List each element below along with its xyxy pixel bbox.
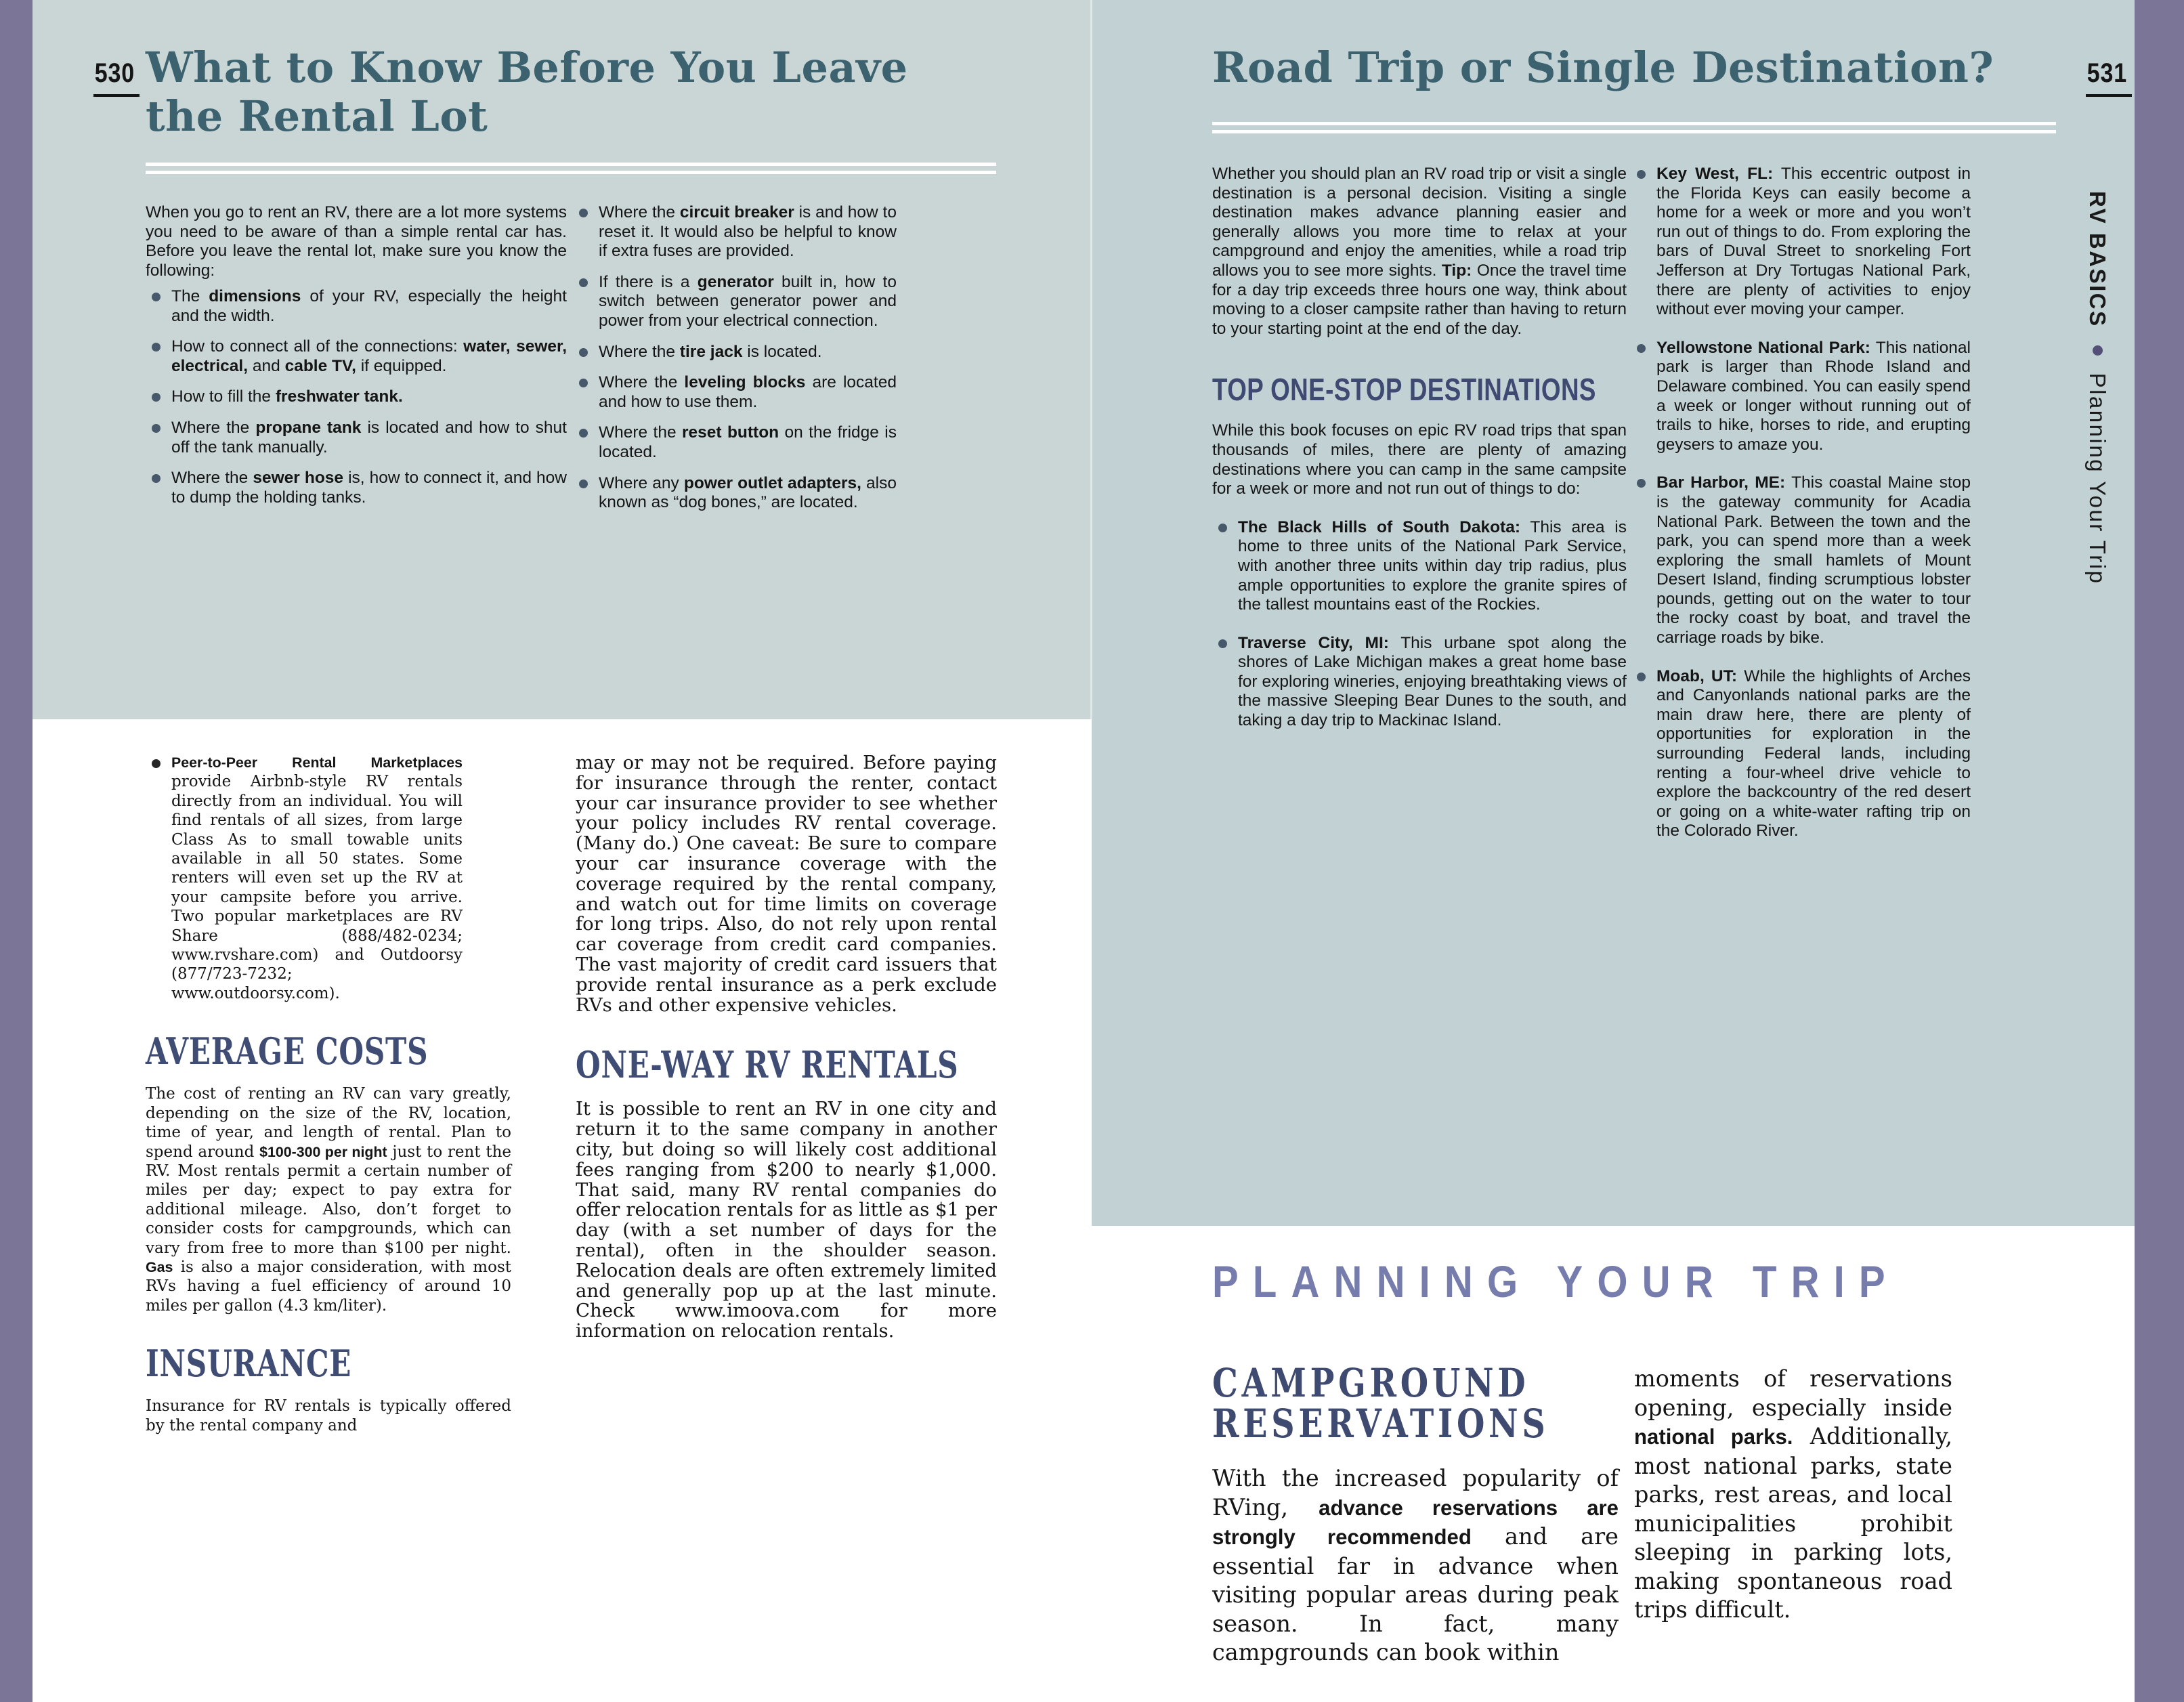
- separator-dot-icon: [2093, 345, 2103, 356]
- bullet-icon: [579, 379, 588, 387]
- left-page-title-line1: What to Know Before You Leave: [146, 43, 908, 92]
- left-bullet-list-col2: [573, 203, 897, 513]
- bullet-icon: [579, 278, 588, 287]
- left-page-title: [146, 43, 908, 141]
- left-page-title-line2: the Rental Lot: [146, 91, 488, 141]
- bullet-icon: [579, 429, 588, 438]
- left-intro-paragraph: When you go to rent an RV, there are a lot more systems you need to be aware of than a simple rental car has. Before you leave the rental lot, make sure you know the following:: [146, 203, 567, 280]
- left-page-edge-band: [0, 0, 33, 1702]
- bullet-icon: [1218, 639, 1227, 648]
- campground-paragraph-col2: moments of reservations opening, especially inside national parks. Additionally, most national parks, state parks, rest areas, and local municipalities prohibit sleeping in parking lots, making spontaneous road trips difficult.: [1634, 1365, 1953, 1623]
- list-item: Where the tire jack is located.: [573, 343, 897, 362]
- list-item: Where the circuit breaker is and how to reset it. It would also be helpful to know if extra fuses are provided.: [573, 203, 897, 261]
- list-item: Where any power outlet adapters, also known as “dog bones,” are located.: [573, 474, 897, 513]
- list-item: Peer-to-Peer Rental Marketplaces provide Airbnb-style RV rentals directly from an individual. You will find rentals of all sizes, from large Class As to small towable units available in all 50 states. Some renters will even set up the RV at your campsite before you arrive. Two popular marketplaces are RV Share (888/482-0234; www.rvshare.com) and Outdoorsy (877/723-7232; www.outdoorsy.com).: [146, 753, 511, 1003]
- bullet-icon: [152, 424, 160, 433]
- bullet-icon: [579, 480, 588, 488]
- planning-your-trip-heading: PLANNING YOUR TRIP: [1212, 1256, 1900, 1306]
- page-number-right: 531: [2086, 58, 2132, 97]
- campground-heading-line2: RESERVATIONS: [1212, 1401, 1549, 1447]
- right-bottom-column2: [1634, 1365, 1952, 1625]
- insurance-paragraph-col2: may or may not be required. Before paying for insurance through the renter, contact your car insurance provider to see whether your policy includes RV rental coverage. (Many do.) One caveat: Be sure to compare your car insurance coverage with the coverage required by the rental company, and watch out for time limits on coverage for long trips. Also, do not rely upon rental car coverage from credit card companies. The vast majority of credit card issuers that provide rental insurance as a perk exclude RVs and other expensive vehicles.: [576, 752, 997, 1016]
- bullet-icon: [1637, 673, 1646, 681]
- bullet-icon: [152, 474, 160, 483]
- bullet-icon: [152, 293, 160, 301]
- bullet-icon: [579, 209, 588, 217]
- list-item: Where the sewer hose is, how to connect it, and how to dump the holding tanks.: [146, 469, 567, 507]
- left-title-double-rule: [146, 163, 996, 174]
- list-item: The dimensions of your RV, especially the height and the width.: [146, 287, 567, 326]
- list-item: Traverse City, MI: This urbane spot along the shores of Lake Michigan makes a great home base for exploring wineries, enjoying breathtaking views of the massive Sleeping Bear Dunes to the south, and taking a day trip to Mackinac Island.: [1212, 634, 1627, 731]
- top-one-stop-paragraph: While this book focuses on epic RV road trips that span thousands of miles, there are plenty of amazing destinations where you can camp in the same campsite for a week or more and not run out of things to do:: [1212, 421, 1627, 498]
- right-teal-column2: [1631, 165, 1971, 841]
- right-bottom-column1: [1212, 1360, 1619, 1667]
- one-way-rentals-heading: ONE-WAY RV RENTALS: [576, 1043, 959, 1087]
- left-white-column1: [146, 753, 511, 1435]
- list-item: Bar Harbor, ME: This coastal Maine stop is the gateway community for Acadia National Park. Between the town and the park, you can spend more than a week exploring the small hamlets of Mount Desert Island, finding scrumptious lobster pounds, getting out on the water to tour the rocky coast by boat, and travel the carriage roads by bike.: [1631, 473, 1971, 647]
- list-item: The Black Hills of South Dakota: This area is home to three units of the National Park Service, with another three units within day trip radius, plus ample opportunities to explore the granite spires of the tallest mountains east of the Rockies.: [1212, 518, 1627, 615]
- sidebar-chapter-label: RV BASICS: [2085, 191, 2110, 328]
- list-item: Where the leveling blocks are located and how to use them.: [573, 373, 897, 412]
- insurance-heading: INSURANCE: [146, 1342, 352, 1386]
- right-teal-column1: [1212, 165, 1627, 731]
- list-item: How to fill the freshwater tank.: [146, 387, 567, 407]
- right-page-edge-band: [2135, 0, 2184, 1702]
- page-number-left: 530: [93, 58, 140, 97]
- insurance-paragraph-col1: Insurance for RV rentals is typically offered by the rental company and: [146, 1397, 511, 1434]
- average-costs-paragraph: The cost of renting an RV can vary greatly, depending on the size of the RV, location, time of year, and length of rental. Plan to spend around $100-300 per night just to rent the RV. Most rentals permit a certain number of miles per day; expect to pay extra for additional mileage. Also, don’t forget to consider costs for campgrounds, which can vary from free to more than $100 per night. Gas is also a major consideration, with most RVs having a fuel efficiency of around 10 miles per gallon (4.3 km/liter).: [146, 1085, 511, 1315]
- list-item: If there is a generator built in, how to switch between generator power and power from your electrical connection.: [573, 273, 897, 331]
- right-intro-paragraph: Whether you should plan an RV road trip or visit a single destination is a personal decision. Visiting a single destination makes advance planning easier and generally allows you more time to relax at your campground and enjoy the amenities, while a road trip allows you to see more sights. Tip: Once the travel time for a day trip exceeds three hours one way, think about moving to a closer campsite rather than having to return to your starting point at the end of the day.: [1212, 165, 1627, 338]
- list-item: Moab, UT: While the highlights of Arches and Canyonlands national parks are the main draw here, there are plenty of opportunities for exploration in the surrounding Federal lands, including renting a four-wheel drive vehicle to explore the backcountry of the red desert or going on a white-water rafting trip on the Colorado River.: [1631, 667, 1971, 841]
- right-title-double-rule: [1212, 122, 2056, 133]
- bullet-icon: [579, 348, 588, 357]
- page-gutter-seam: [1090, 0, 1092, 719]
- list-item: Where the reset button on the fridge is located.: [573, 423, 897, 462]
- campground-heading-line1: CAMPGROUND: [1212, 1360, 1530, 1406]
- bullet-icon: [1637, 344, 1646, 353]
- bullet-icon: [1637, 170, 1646, 179]
- left-white-column2: [576, 753, 997, 1342]
- bullet-icon: [1218, 524, 1227, 532]
- list-item: Yellowstone National Park: This national park is larger than Rhode Island and Delaware combined. You can easily spend a week or longer without running out of trails to hike, horses to ride, and erupting geysers to amaze you.: [1631, 339, 1971, 455]
- list-item: Key West, FL: This eccentric outpost in the Florida Keys can easily become a home for a week or more and you won’t run out of things to do. From exploring the bars of Duval Street to snorkeling Fort Jefferson at Dry Tortugas National Park, there are plenty of activities to enjoy without ever moving your camper.: [1631, 165, 1971, 320]
- average-costs-heading: AVERAGE COSTS: [146, 1029, 429, 1073]
- list-item: Where the propane tank is located and how to shut off the tank manually.: [146, 419, 567, 457]
- left-bullet-list-col1: [146, 287, 567, 507]
- bullet-icon: [152, 343, 160, 352]
- top-one-stop-heading: TOP ONE-STOP DESTINATIONS: [1212, 372, 1596, 408]
- one-way-rentals-paragraph: It is possible to rent an RV in one city and return it to the same company in another city, but doing so will likely cost additional fees ranging from $200 to nearly $1,000. That said, many RV rental companies do offer relocation rentals for as little as $1 per day (with a set number of days for the rental), often in the shoulder season. Relocation deals are often extremely limited and generally pop up at the last minute. Check www.imoova.com for more information on relocation rentals.: [576, 1098, 997, 1342]
- list-item: How to connect all of the connections: water, sewer, electrical, and cable TV, if equipped.: [146, 337, 567, 376]
- campground-reservations-heading: [1212, 1360, 1549, 1447]
- bullet-icon: [152, 393, 160, 402]
- chapter-sidebar-vertical-label: [2084, 191, 2110, 841]
- bullet-icon: [1637, 479, 1646, 488]
- sidebar-section-label: Planning Your Trip: [2085, 373, 2110, 585]
- right-page-title: Road Trip or Single Destination?: [1212, 43, 1994, 92]
- bullet-icon: [152, 759, 160, 768]
- campground-paragraph-col1: With the increased popularity of RVing, advance reservations are strongly recommended and are essential far in advance when visiting popular areas during peak season. In fact, many campgrounds can book within: [1212, 1465, 1619, 1665]
